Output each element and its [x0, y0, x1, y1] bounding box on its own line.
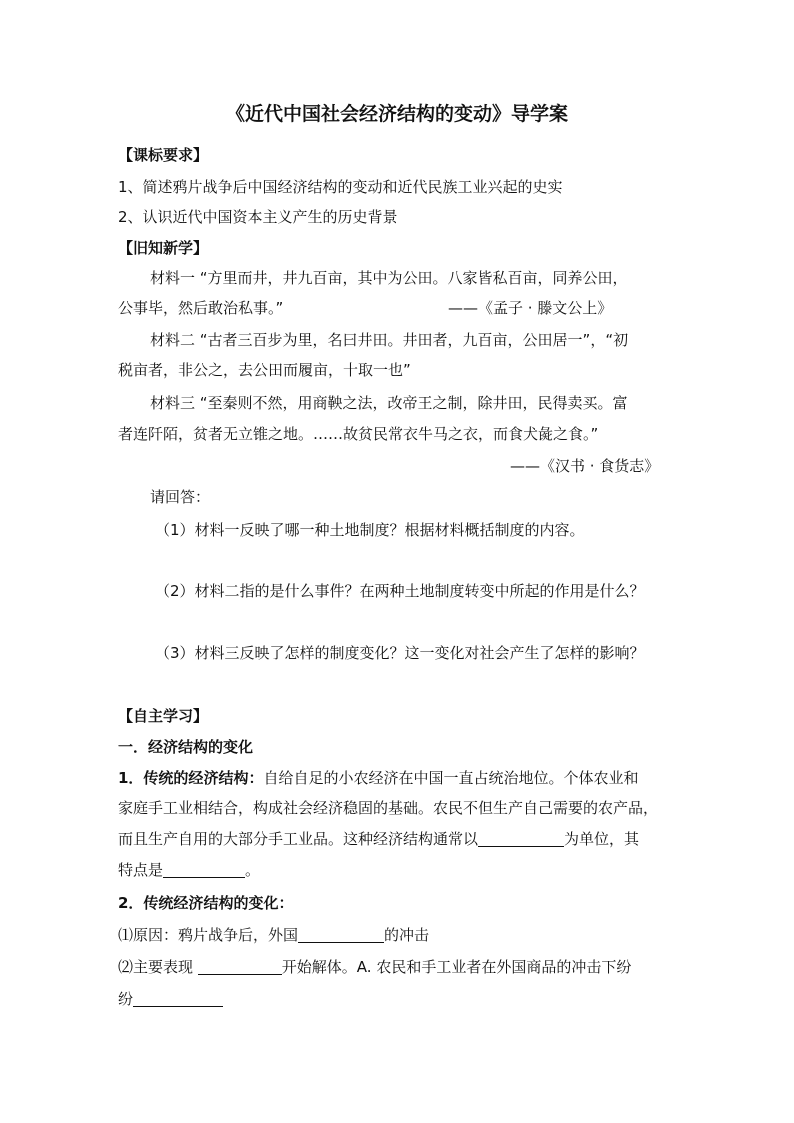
- fill-blank-structure[interactable]: [198, 958, 282, 975]
- requirement-item-2: 2、认识近代中国资本主义产生的历史背景: [118, 208, 398, 226]
- item-2-main: [118, 957, 631, 977]
- item-2-reason-a: ⑴原因：鸦片战争后，外国: [118, 926, 299, 944]
- item-2-label: 2．传统经济结构的变化：: [118, 894, 294, 912]
- question-2: （2）材料二指的是什么事件？在两种土地制度转变中所起的作用是什么？: [155, 582, 645, 600]
- item-1-line-1: [118, 768, 638, 788]
- material-2-line-1: 材料二 “古者三百步为里，名曰井田。井田者，九百亩，公田居一”，“初: [150, 331, 629, 349]
- item-2-main-c: 纷: [118, 990, 134, 1008]
- item-2-main-b: 开始解体。A. 农民和手工业者在外国商品的冲击下纷: [281, 958, 632, 976]
- fill-blank-feature[interactable]: [163, 861, 245, 878]
- item-1-line-4: [118, 860, 260, 880]
- material-2-line-2: 税亩者，非公之，去公田而履亩，十取一也”: [118, 361, 411, 379]
- material-1-line-1: 材料一 “方里而井，井九百亩，其中为公田。八家皆私百亩，同养公田，: [150, 269, 628, 287]
- requirements-heading: 【课标要求】: [118, 146, 209, 164]
- item-1-label: 1．传统的经济结构：: [118, 769, 264, 787]
- page-title: 《近代中国社会经济结构的变动》导学案: [225, 103, 568, 125]
- item-1-text-4a: 特点是: [118, 861, 164, 879]
- material-3-line-2: 者连阡陌，贫者无立锥之地。……故贫民常衣牛马之衣，而食犬彘之食。”: [118, 425, 599, 443]
- item-2-main-cont: [118, 989, 223, 1009]
- item-1-line-3: [118, 829, 639, 849]
- item-1-text-4b: 。: [245, 861, 261, 879]
- material-3-source: ——《汉书 · 食货志》: [510, 457, 660, 475]
- item-1-line-2: 家庭手工业相结合，构成社会经济稳固的基础。农民不但生产自己需要的农产品，: [118, 799, 659, 817]
- old-new-heading: 【旧知新学】: [118, 239, 209, 257]
- economic-structure-subheading: 一．经济结构的变化: [118, 738, 254, 756]
- item-2-reason-b: 的冲击: [384, 926, 430, 944]
- self-study-heading: 【自主学习】: [118, 707, 209, 725]
- fill-blank-foreign[interactable]: [298, 926, 384, 943]
- material-3-line-1: 材料三 “至秦则不然，用商鞅之法，改帝王之制，除井田，民得卖买。富: [150, 394, 628, 412]
- fill-blank-outcome[interactable]: [133, 990, 223, 1007]
- item-1-text-3a: 而且生产自用的大部分手工业品。这种经济结构通常以: [118, 830, 479, 848]
- item-2-main-a: ⑵主要表现: [118, 958, 198, 976]
- answer-prompt: 请回答：: [150, 488, 211, 506]
- item-1-text-1: 自给自足的小农经济在中国一直占统治地位。个体农业和: [263, 769, 639, 787]
- material-1-line-2: 公事毕，然后敢治私事。”: [118, 299, 284, 317]
- item-1-text-3b: 为单位，其: [564, 830, 640, 848]
- question-3: （3）材料三反映了怎样的制度变化？这一变化对社会产生了怎样的影响？: [155, 644, 645, 662]
- material-1-source: ——《孟子 · 滕文公上》: [448, 299, 613, 317]
- fill-blank-unit[interactable]: [478, 830, 564, 847]
- requirement-item-1: 1、简述鸦片战争后中国经济结构的变动和近代民族工业兴起的史实: [118, 178, 563, 196]
- item-2-reason: [118, 925, 429, 945]
- question-1: （1）材料一反映了哪一种土地制度？根据材料概括制度的内容。: [155, 521, 585, 539]
